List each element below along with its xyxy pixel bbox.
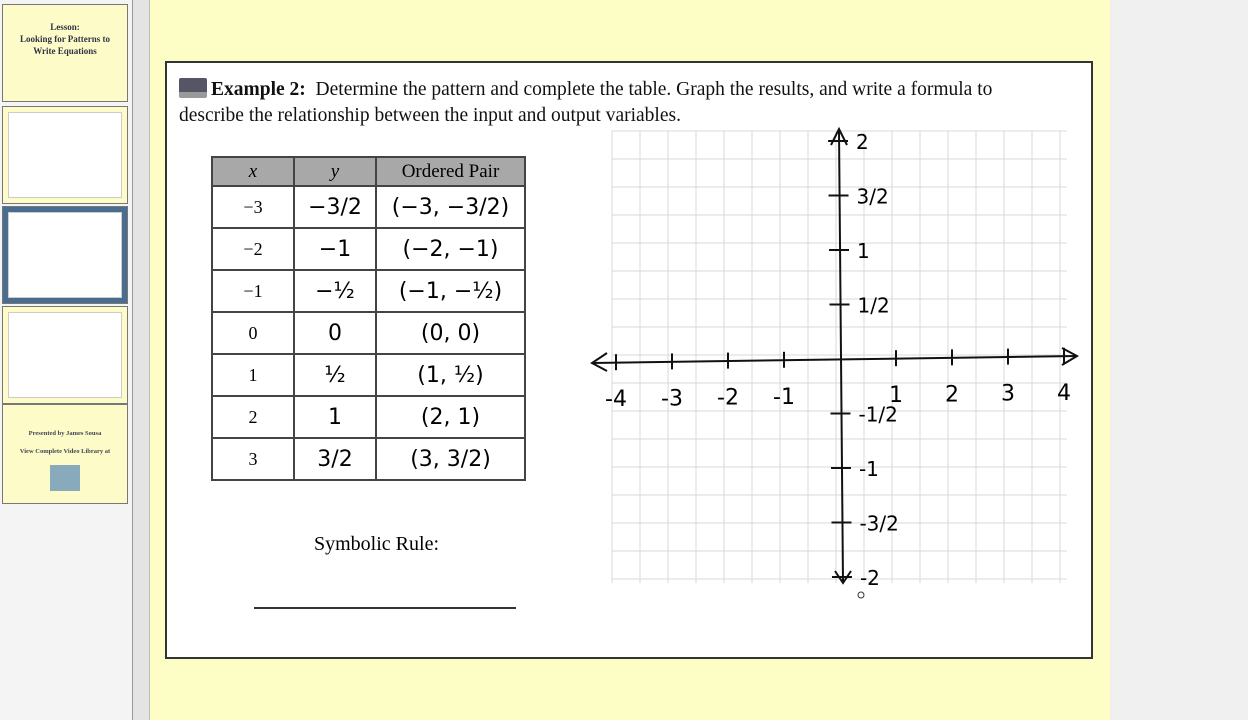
pair-cell: (0, 0): [376, 312, 525, 354]
y-tick-label: 2: [856, 130, 869, 154]
symbolic-rule-label: Symbolic Rule:: [314, 533, 439, 555]
slide-thumb-2-selected[interactable]: [2, 206, 128, 304]
slide: [165, 61, 1093, 659]
y-cell: −1: [294, 228, 376, 270]
credit-line: View Complete Video Library at: [19, 448, 111, 455]
x-tick-label: -1: [773, 384, 795, 410]
title-line: Looking for Patterns to: [19, 34, 111, 44]
title-line: Write Equations: [33, 46, 97, 56]
x-tick-label: -3: [661, 386, 683, 412]
title-slide-thumb[interactable]: [2, 4, 128, 102]
prompt: [179, 77, 1059, 129]
pair-cell: (2, 1): [376, 396, 525, 438]
example-label: Example 2:: [211, 79, 306, 100]
table-row: [212, 186, 525, 228]
y-cell: 1: [294, 396, 376, 438]
table-row: [212, 354, 525, 396]
header-x: x: [212, 157, 294, 186]
header-y: y: [294, 157, 376, 186]
slide-thumb-1[interactable]: [2, 106, 128, 204]
x-tick-label: -2: [717, 385, 739, 411]
x-tick-label: -4: [605, 387, 627, 413]
y-tick-label: -1/2: [858, 402, 898, 427]
credits-slide-thumb[interactable]: [2, 404, 128, 504]
symbolic-rule-blank[interactable]: [254, 607, 516, 609]
pair-cell: (−3, −3/2): [376, 186, 525, 228]
table-row: [212, 270, 525, 312]
x-tick-label: 3: [1001, 381, 1015, 407]
x-cell: −3: [212, 186, 294, 228]
pair-cell: (−2, −1): [376, 228, 525, 270]
table-row: [212, 438, 525, 480]
pair-cell: (1, ½): [376, 354, 525, 396]
x-cell: −2: [212, 228, 294, 270]
y-tick-label: -1: [858, 457, 879, 481]
x-tick-label: 2: [945, 382, 959, 408]
computer-icon: [179, 78, 207, 98]
logo-icon: [50, 465, 80, 491]
header-ordered-pair: Ordered Pair: [376, 157, 525, 186]
y-cell: 0: [294, 312, 376, 354]
slide-thumb-3[interactable]: [2, 306, 128, 404]
cursor-icon: [858, 592, 864, 598]
y-tick-label: 1: [857, 239, 870, 263]
prompt-text: Determine the pattern and complete the table. Graph the results, and write a formula to describe the relationship between the input and output variables.: [179, 79, 993, 126]
x-cell: 1: [212, 354, 294, 396]
x-cell: 3: [212, 438, 294, 480]
slide-sidebar: [0, 0, 133, 720]
table-row: [212, 312, 525, 354]
pair-cell: (3, 3/2): [376, 438, 525, 480]
table-row: [212, 228, 525, 270]
pattern-table: [211, 156, 526, 481]
title-line: Lesson:: [50, 22, 80, 32]
y-cell: −3/2: [294, 186, 376, 228]
y-tick-label: -2: [859, 566, 880, 590]
y-tick-label: 1/2: [857, 293, 890, 318]
y-cell: −½: [294, 270, 376, 312]
x-cell: −1: [212, 270, 294, 312]
table-row: [212, 396, 525, 438]
x-cell: 0: [212, 312, 294, 354]
sidebar-splitter[interactable]: [133, 0, 150, 720]
y-cell: ½: [294, 354, 376, 396]
x-cell: 2: [212, 396, 294, 438]
x-tick-label: 1: [889, 383, 903, 409]
y-tick-label: 3/2: [856, 184, 889, 209]
pair-cell: (−1, −½): [376, 270, 525, 312]
y-cell: 3/2: [294, 438, 376, 480]
x-tick-label: 4: [1057, 380, 1071, 406]
y-axis: [839, 131, 843, 583]
credit-line: Presented by James Sousa: [28, 430, 102, 437]
y-tick-label: -3/2: [859, 511, 899, 536]
